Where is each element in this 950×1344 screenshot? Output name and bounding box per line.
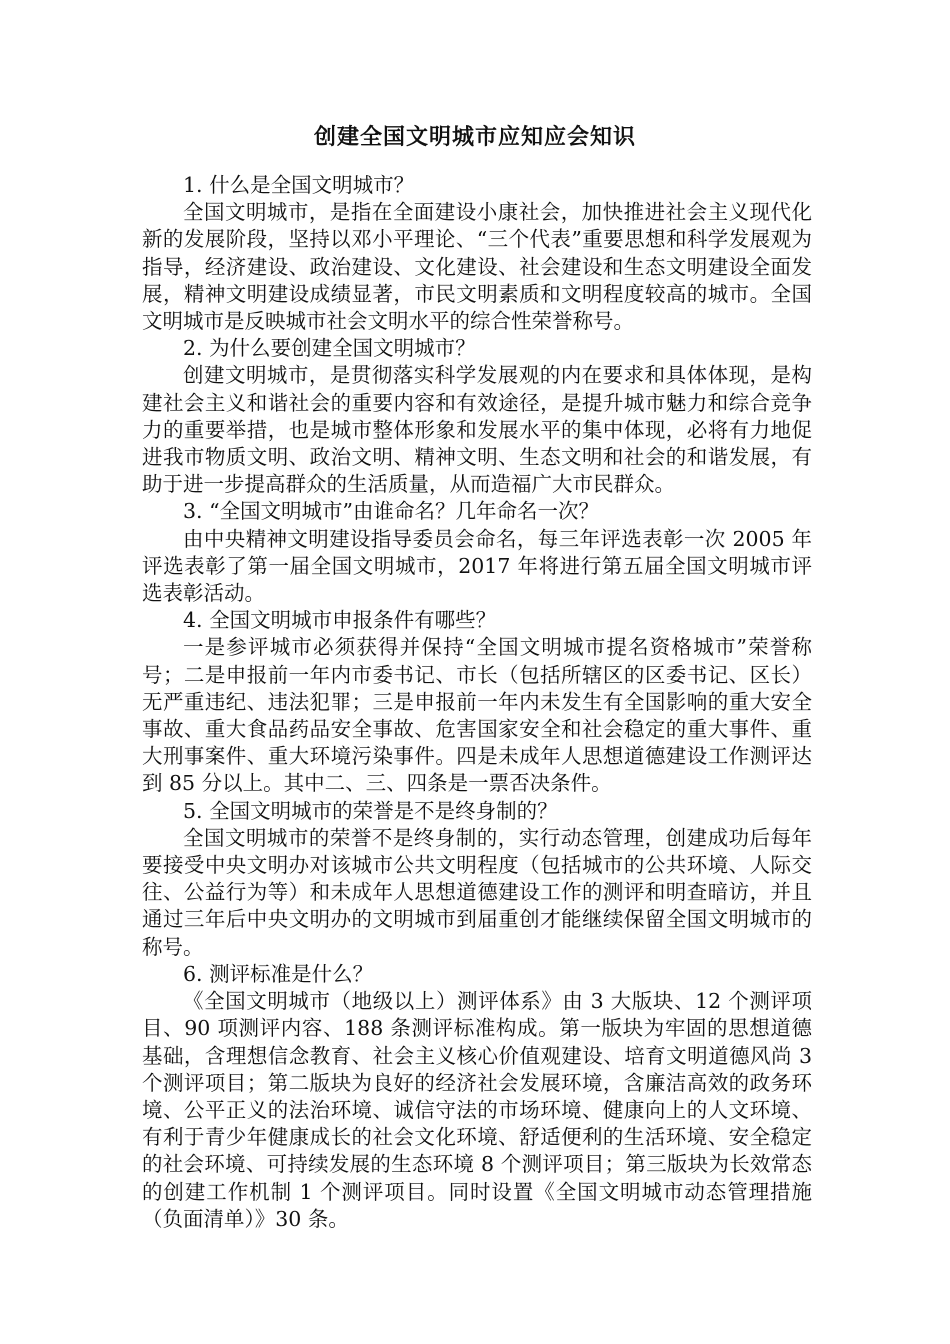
document-body <box>142 172 812 1233</box>
answer-5: 全国文明城市的荣誉不是终身制的，实行动态管理，创建成功后每年要接受中央文明办对该城市公共文明程度（包括城市的公共环境、人际交往、公益行为等）和未成年人思想道德建设工作的测评和明查暗访，并且通过三年后中央文明办的文明城市到届重创才能继续保留全国文明城市的称号。 <box>142 825 812 959</box>
question-6: 6. 测评标准是什么？ <box>183 961 374 986</box>
question-1: 1. 什么是全国文明城市？ <box>183 173 415 197</box>
answer-3: 由中央精神文明建设指导委员会命名，每三年评选表彰一次 2005 年评选表彰了第一届全国文明城市，2017 年将进行第五届全国文明城市评选表彰活动。 <box>142 526 812 606</box>
question-4: 4. 全国文明城市申报条件有哪些？ <box>183 608 497 633</box>
question-5: 5. 全国文明城市的荣誉是不是终身制的？ <box>183 798 558 823</box>
document-title: 创建全国文明城市应知应会知识 <box>313 124 636 150</box>
answer-2: 创建文明城市，是贯彻落实科学发展观的内在要求和具体体现，是构建社会主义和谐社会的重要内容和有效途径，是提升城市魅力和综合竞争力的重要举措，也是城市整体形象和发展水平的集中体现，必将有力地促进我市物质文明、政治文明、精神文明、生态文明和社会的和谐发展，有助于进一步提高群众的生活质量，从而造福广大市民群众。 <box>142 363 812 497</box>
question-2: 2. 为什么要创建全国文明城市？ <box>183 336 476 361</box>
answer-1: 全国文明城市，是指在全面建设小康社会，加快推进社会主义现代化新的发展阶段，坚持以邓小平理论、“三个代表”重要思想和科学发展观为指导，经济建设、政治建设、文化建设、社会建设和生态文明建设全面发展，精神文明建设成绩显著，市民文明素质和文明程度较高的城市。全国文明城市是反映城市社会文明水平的综合性荣誉称号。 <box>142 200 812 334</box>
answer-4: 一是参评城市必须获得并保持“全国文明城市提名资格城市”荣誉称号；二是申报前一年内市委书记、市长（包括所辖区的区委书记、区长）无严重违纪、违法犯罪；三是申报前一年内未发生有全国影响的重大安全事故、重大食品药品安全事故、危害国家安全和社会稳定的重大事件、重大刑事案件、重大环境污染事件。四是未成年人思想道德建设工作测评达到 85 分以上。其中二、三、四条是一票否决条件。 <box>142 635 812 796</box>
answer-6: 《全国文明城市（地级以上）测评体系》由 3 大版块、12 个测评项目、90 项测评内容、188 条测评标准构成。第一版块为牢固的思想道德基础，含理想信念教育、社会主义核心价值观建设、培育文明道德风尚 3 个测评项目；第二版块为良好的经济社会发展环境，含廉洁高效的政务环境、公平正义的法治环境、诚信守法的市场环境、健康向上的人文环境、有利于青少年健康成长的社会文化环境、舒适便利的生活环境、安全稳定的社会环境、可持续发展的生态环境 8 个测评项目；第三版块为长效常态的创建工作机制 1 个测评项目。同时设置《全国文明城市动态管理措施（负面清单）》30 条。 <box>142 989 812 1231</box>
question-3: 3. “全国文明城市”由谁命名？几年命名一次？ <box>183 499 600 524</box>
